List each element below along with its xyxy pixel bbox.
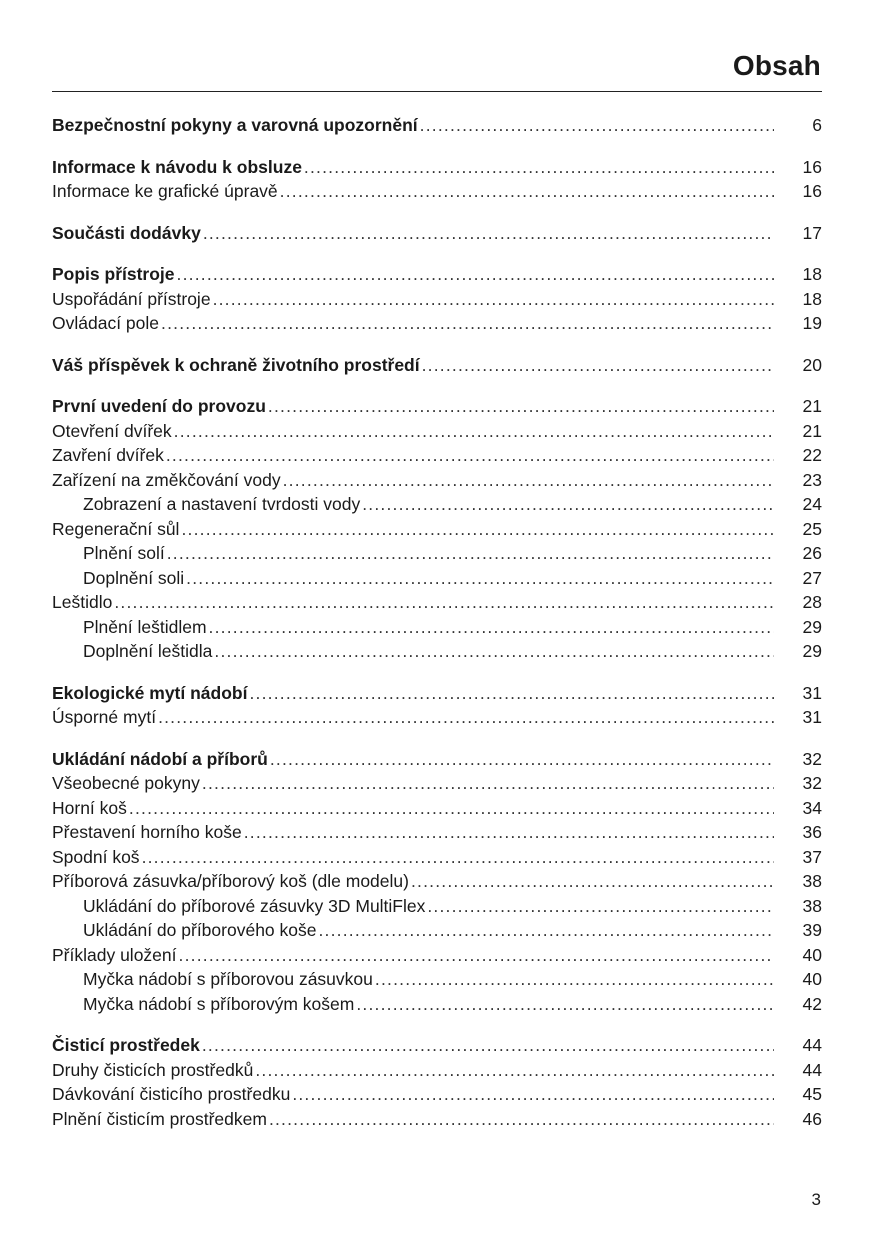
toc-entry-label: Regenerační sůl	[52, 518, 180, 539]
dot-leader	[244, 820, 774, 845]
toc-section	[52, 747, 822, 1017]
toc-entry[interactable]	[52, 705, 822, 730]
dot-leader	[283, 468, 774, 493]
toc-entry[interactable]	[52, 820, 822, 845]
table-of-contents	[52, 113, 822, 1148]
toc-section	[52, 394, 822, 664]
toc-entry-page: 21	[802, 420, 822, 441]
toc-entry[interactable]	[52, 845, 822, 870]
dot-leader	[142, 845, 774, 870]
toc-entry-page: 16	[802, 156, 822, 177]
dot-leader	[280, 179, 774, 204]
toc-entry-page: 31	[802, 707, 822, 727]
toc-entry-page: 31	[802, 682, 822, 703]
dot-leader	[158, 705, 774, 730]
toc-section	[52, 262, 822, 336]
toc-entry-page: 25	[802, 518, 822, 539]
toc-entry-page: 34	[802, 797, 822, 818]
page-title: Obsah	[732, 50, 821, 81]
toc-entry-label: Zobrazení a nastavení tvrdosti vody	[83, 494, 361, 514]
toc-entry-page: 6	[812, 115, 822, 135]
toc-entry-label: Doplnění leštidla	[83, 641, 213, 661]
toc-entry-label: Čisticí prostředek	[52, 1035, 200, 1055]
toc-entry-label: Váš příspěvek k ochraně životního prostředí	[52, 354, 420, 375]
toc-entry-page: 22	[802, 445, 822, 465]
dot-leader	[179, 943, 774, 968]
toc-entry-page: 29	[802, 616, 822, 637]
dot-leader	[422, 353, 774, 378]
dot-leader	[269, 1107, 774, 1132]
toc-entry[interactable]	[52, 1107, 822, 1132]
toc-entry-label: Ukládání nádobí a příborů	[52, 748, 268, 769]
toc-entry[interactable]	[52, 992, 822, 1017]
dot-leader	[304, 155, 774, 180]
toc-entry[interactable]	[52, 590, 822, 615]
toc-entry[interactable]	[52, 179, 822, 204]
toc-entry[interactable]	[52, 541, 822, 566]
toc-entry-label: Všeobecné pokyny	[52, 773, 200, 793]
dot-leader	[214, 639, 774, 664]
toc-entry-label: Úsporné mytí	[52, 707, 157, 727]
toc-entry-page: 38	[802, 871, 822, 891]
toc-entry[interactable]	[52, 419, 822, 444]
toc-entry[interactable]	[52, 287, 822, 312]
toc-entry-page: 32	[802, 748, 822, 769]
toc-heading-entry[interactable]	[52, 681, 822, 706]
toc-entry-page: 19	[802, 313, 822, 333]
dot-leader	[166, 443, 774, 468]
dot-leader	[213, 287, 774, 312]
toc-entry[interactable]	[52, 1058, 822, 1083]
toc-entry-page: 32	[802, 773, 822, 793]
dot-leader	[202, 771, 774, 796]
toc-entry[interactable]	[52, 967, 822, 992]
toc-section	[52, 353, 822, 378]
toc-entry-page: 39	[802, 920, 822, 940]
toc-section	[52, 221, 822, 246]
toc-entry-label: Plnění čisticím prostředkem	[52, 1108, 267, 1129]
toc-entry-page: 27	[802, 567, 822, 588]
toc-entry-label: Součásti dodávky	[52, 222, 201, 243]
toc-heading-entry[interactable]	[52, 113, 822, 138]
toc-entry-page: 44	[802, 1059, 822, 1080]
toc-entry[interactable]	[52, 468, 822, 493]
toc-entry-label: Popis přístroje	[52, 264, 175, 284]
toc-section	[52, 681, 822, 730]
dot-leader	[255, 1058, 774, 1083]
dot-leader	[356, 992, 774, 1017]
toc-entry-page: 26	[802, 543, 822, 563]
toc-entry-label: Ekologické mytí nádobí	[52, 682, 248, 703]
toc-entry-label: Ovládací pole	[52, 313, 160, 333]
toc-entry-page: 18	[802, 264, 822, 284]
dot-leader	[181, 517, 774, 542]
toc-heading-entry[interactable]	[52, 155, 822, 180]
toc-heading-entry[interactable]	[52, 262, 822, 287]
dot-leader	[129, 796, 774, 821]
toc-entry-label: Příborová zásuvka/příborový koš (dle modelu)	[52, 871, 409, 891]
toc-entry-page: 40	[802, 944, 822, 965]
dot-leader	[209, 615, 774, 640]
toc-entry-label: Zařízení na změkčování vody	[52, 469, 281, 490]
toc-entry-label: Dávkování čisticího prostředku	[52, 1084, 291, 1104]
toc-entry-label: Druhy čisticích prostředků	[52, 1059, 254, 1080]
toc-heading-entry[interactable]	[52, 353, 822, 378]
toc-entry[interactable]	[52, 517, 822, 542]
dot-leader	[203, 221, 774, 246]
toc-entry-page: 18	[802, 288, 822, 309]
dot-leader	[186, 566, 774, 591]
toc-entry-label: Bezpečnostní pokyny a varovná upozornění	[52, 115, 418, 135]
toc-entry[interactable]	[52, 869, 822, 894]
toc-entry-page: 37	[802, 846, 822, 867]
toc-entry[interactable]	[52, 311, 822, 336]
dot-leader	[362, 492, 774, 517]
toc-entry-label: Horní koš	[52, 797, 127, 818]
toc-entry[interactable]	[52, 943, 822, 968]
toc-entry-page: 21	[802, 396, 822, 416]
toc-entry-label: Myčka nádobí s příborovou zásuvkou	[83, 969, 373, 989]
toc-entry-label: První uvedení do provozu	[52, 396, 266, 416]
toc-entry-page: 44	[802, 1035, 822, 1055]
toc-heading-entry[interactable]	[52, 1033, 822, 1058]
dot-leader	[427, 894, 774, 919]
toc-heading-entry[interactable]	[52, 394, 822, 419]
dot-leader	[270, 747, 774, 772]
toc-entry-label: Přestavení horního koše	[52, 822, 242, 842]
dot-leader	[268, 394, 774, 419]
page-number: 3	[811, 1190, 821, 1209]
dot-leader	[202, 1033, 774, 1058]
toc-entry-page: 40	[802, 969, 822, 989]
toc-entry-page: 36	[802, 822, 822, 842]
toc-section	[52, 155, 822, 204]
toc-entry-page: 24	[802, 494, 822, 514]
dot-leader	[177, 262, 774, 287]
toc-entry[interactable]	[52, 894, 822, 919]
toc-entry-page: 28	[802, 592, 822, 612]
dot-leader	[411, 869, 774, 894]
toc-entry-label: Leštidlo	[52, 592, 113, 612]
toc-entry[interactable]	[52, 1082, 822, 1107]
toc-entry-label: Plnění solí	[83, 543, 165, 563]
toc-entry-page: 17	[802, 222, 822, 243]
header-rule	[52, 91, 822, 92]
toc-entry-page: 16	[802, 181, 822, 201]
toc-entry-page: 42	[802, 993, 822, 1014]
toc-entry-label: Ukládání do příborové zásuvky 3D MultiFlex	[83, 895, 426, 916]
toc-entry-page: 20	[802, 354, 822, 375]
toc-entry-label: Plnění leštidlem	[83, 616, 207, 637]
toc-section	[52, 1033, 822, 1131]
dot-leader	[375, 967, 774, 992]
toc-entry[interactable]	[52, 918, 822, 943]
toc-entry[interactable]	[52, 443, 822, 468]
toc-entry[interactable]	[52, 771, 822, 796]
toc-entry-label: Otevření dvířek	[52, 420, 172, 441]
toc-entry-label: Uspořádání přístroje	[52, 288, 211, 309]
dot-leader	[114, 590, 774, 615]
dot-leader	[420, 113, 774, 138]
toc-entry-page: 46	[802, 1108, 822, 1129]
toc-entry-label: Informace ke grafické úpravě	[52, 181, 278, 201]
dot-leader	[161, 311, 774, 336]
toc-heading-entry[interactable]	[52, 221, 822, 246]
toc-entry-label: Doplnění soli	[83, 567, 185, 588]
dot-leader	[292, 1082, 774, 1107]
toc-entry-label: Spodní koš	[52, 846, 140, 867]
toc-entry[interactable]	[52, 492, 822, 517]
toc-entry-page: 45	[802, 1084, 822, 1104]
toc-entry-label: Zavření dvířek	[52, 445, 164, 465]
toc-entry-page: 23	[802, 469, 822, 490]
toc-entry-label: Příklady uložení	[52, 944, 177, 965]
toc-entry-label: Ukládání do příborového koše	[83, 920, 317, 940]
toc-entry[interactable]	[52, 566, 822, 591]
toc-entry-page: 38	[802, 895, 822, 916]
toc-entry-label: Informace k návodu k obsluze	[52, 156, 302, 177]
dot-leader	[174, 419, 774, 444]
toc-entry[interactable]	[52, 639, 822, 664]
dot-leader	[318, 918, 774, 943]
dot-leader	[167, 541, 774, 566]
toc-section	[52, 113, 822, 138]
toc-entry[interactable]	[52, 615, 822, 640]
toc-entry-page: 29	[802, 641, 822, 661]
toc-entry[interactable]	[52, 796, 822, 821]
toc-entry-label: Myčka nádobí s příborovým košem	[83, 993, 355, 1014]
dot-leader	[249, 681, 774, 706]
toc-heading-entry[interactable]	[52, 747, 822, 772]
